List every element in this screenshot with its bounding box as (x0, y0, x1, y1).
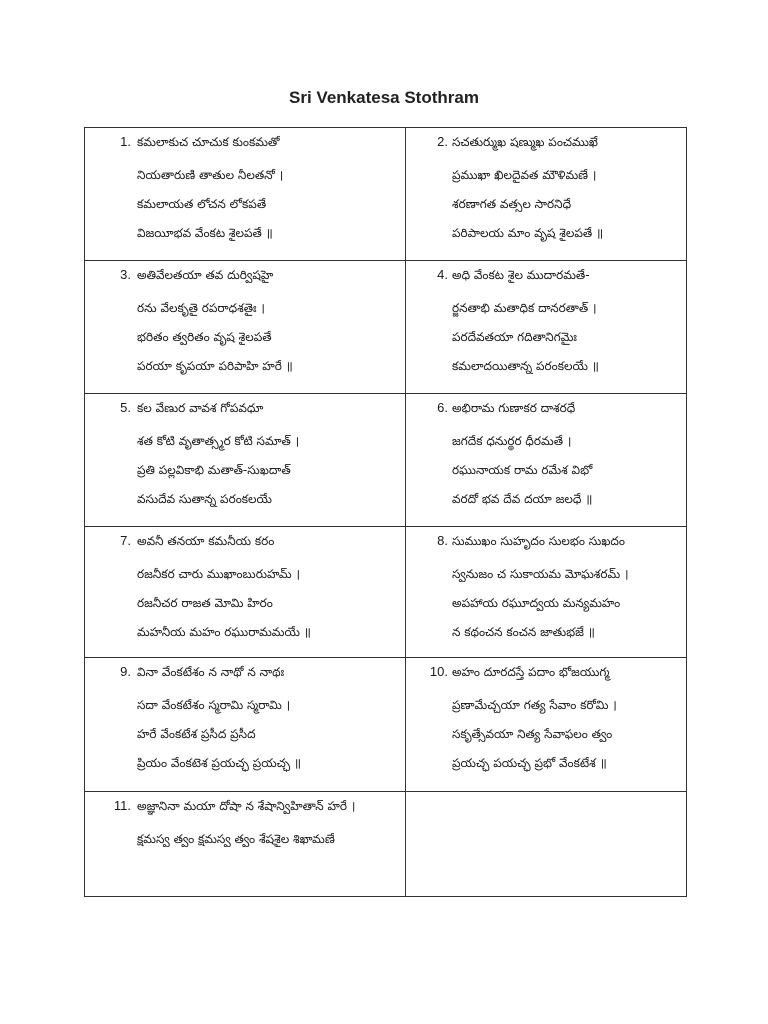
verse-cell (85, 128, 406, 261)
verse-line: మహనీయ మహం రఘురామమయే ॥ (137, 625, 311, 639)
verse-line: అవనీ తనయా కమనీయ కరం (137, 534, 275, 548)
verse-number: 9. (120, 664, 131, 679)
verse-line: వసుదేవ సుతాన్న పరంకలయే (137, 492, 272, 506)
verse-line: స్వనుజం చ సుకాయమ మోఘశరమ్ । (452, 567, 629, 581)
verse-number: 10. (429, 664, 448, 679)
verse-number: 4. (437, 267, 448, 282)
verse-line: పరయా కృపయా పరిపాహి హరే ॥ (137, 359, 293, 373)
verse-cell (85, 394, 406, 527)
verse-number: 3. (120, 267, 131, 282)
empty-cell (406, 792, 687, 897)
verse-line: రజనీకర చారు ముఖాంబురుహమ్ । (137, 567, 300, 581)
verse-cell (85, 527, 406, 658)
verse-line: అజ్ఞానినా మయా దోషా న శేషాన్విహితాన్ హరే । (137, 799, 356, 813)
verse-line: అపహాయ రఘూద్వయ మన్యమహం (452, 596, 621, 610)
verse-cell (85, 792, 406, 897)
page-title: Sri Venkatesa Stothram (289, 88, 479, 107)
verse-line: కమలాయత లోచన లోకపతే (137, 197, 267, 211)
verse-line: ప్రముఖా ఖిలదైవత మౌళిమణే । (452, 168, 597, 182)
verse-line: వినా వేంకటేశం న నాథో న నాథః (137, 665, 285, 679)
verse-number: 6. (437, 400, 448, 415)
verse-line: విజయీభవ వేంకట శైలపతే ॥ (137, 226, 273, 240)
verse-number: 5. (120, 400, 131, 415)
verse-line: వరదో భవ దేవ దయా జలధే ॥ (452, 492, 593, 506)
verse-cell (406, 261, 687, 394)
verse-line: కమలాకుచ చూచుక కుంకమతో (137, 135, 280, 149)
verse-line: కల వేణుర వావశ గోపవధూ (137, 401, 264, 415)
verse-line: అతివేలతయా తవ దుర్విషహై (137, 268, 274, 282)
verse-line: కమలాదయితాన్న పరంకలయే ॥ (452, 359, 599, 373)
verse-line: న కథంచన కంచన జాతుభజే ॥ (452, 625, 595, 639)
verse-cell (406, 658, 687, 792)
verse-line: సచతుర్ముఖ షణ్ముఖ పంచముఖే (452, 135, 598, 149)
verse-number: 7. (120, 533, 131, 548)
verse-number: 2. (437, 134, 448, 149)
verse-line: సదా వేంకటేశం స్మరామి స్మరామి । (137, 698, 291, 712)
verse-line: అహం దూరదస్తే పదాం భోజయుగ్మ (452, 665, 610, 679)
verse-line: అధి వేంకట శైల ముదారమతే- (452, 268, 590, 282)
verse-line: శత కోటి వృతాత్స్మర కోటి సమాత్ । (137, 434, 300, 448)
verse-line: సకృత్సేవయా నిత్య సేవాఫలం త్వం (452, 727, 613, 741)
verse-line: సుముఖం సుహృదం సులభం సుఖదం (452, 534, 625, 548)
verse-line: రను వేలకృతై రపరాధశతైః । (137, 301, 265, 315)
verse-line: భరితం త్వరితం వృష శైలపతే (137, 330, 272, 344)
verse-cell (85, 658, 406, 792)
verse-cell (406, 527, 687, 658)
verses-table (84, 127, 687, 897)
verse-cell (406, 394, 687, 527)
verse-line: ప్రణామేచ్చయా గత్య సేవాం కరోమి । (452, 698, 617, 712)
verse-line: క్షమస్వ త్వం క్షమస్వ త్వం శేషశైల శిఖామణే (137, 832, 335, 846)
verse-number: 11. (113, 798, 131, 813)
verse-line: అభిరామ గుణాకర దాశరధే (452, 401, 576, 415)
verse-line: రజనీచర రాజత మోమి హిరం (137, 596, 273, 610)
verse-line: పరదేవతయా గదితానిగమైః (452, 330, 577, 344)
verse-line: రఘునాయక రామ రమేశ విభో (452, 463, 593, 477)
verse-line: శరణాగత వత్సల సారనిధే (452, 197, 572, 211)
verse-number: 1. (120, 134, 131, 149)
verse-line: ప్రయచ్ఛ పయచ్ఛ ప్రభో వేంకటేశ ॥ (452, 756, 607, 770)
verse-number: 8. (437, 533, 448, 548)
verse-line: హరే వేంకటేశ ప్రసీద ప్రసీద (137, 727, 256, 741)
verse-cell (85, 261, 406, 394)
verse-line: ర్జనతాభి మతాధిక దానరతాత్ । (452, 301, 597, 315)
verse-line: జగదేక ధనుర్థర ధీరమతే । (452, 434, 572, 448)
verse-line: నియతారుణి తాతుల నీలతనో । (137, 168, 284, 182)
verse-cell (406, 128, 687, 261)
verse-line: ప్రతి పల్లవికాభి మతాత్-సుఖదాత్ (137, 463, 291, 477)
verse-line: ప్రియం వేంకటెశ ప్రయచ్ఛ ప్రయచ్ఛ ॥ (137, 756, 302, 770)
verse-line: పరిపాలయ మాం వృష శైలపతే ॥ (452, 226, 604, 240)
